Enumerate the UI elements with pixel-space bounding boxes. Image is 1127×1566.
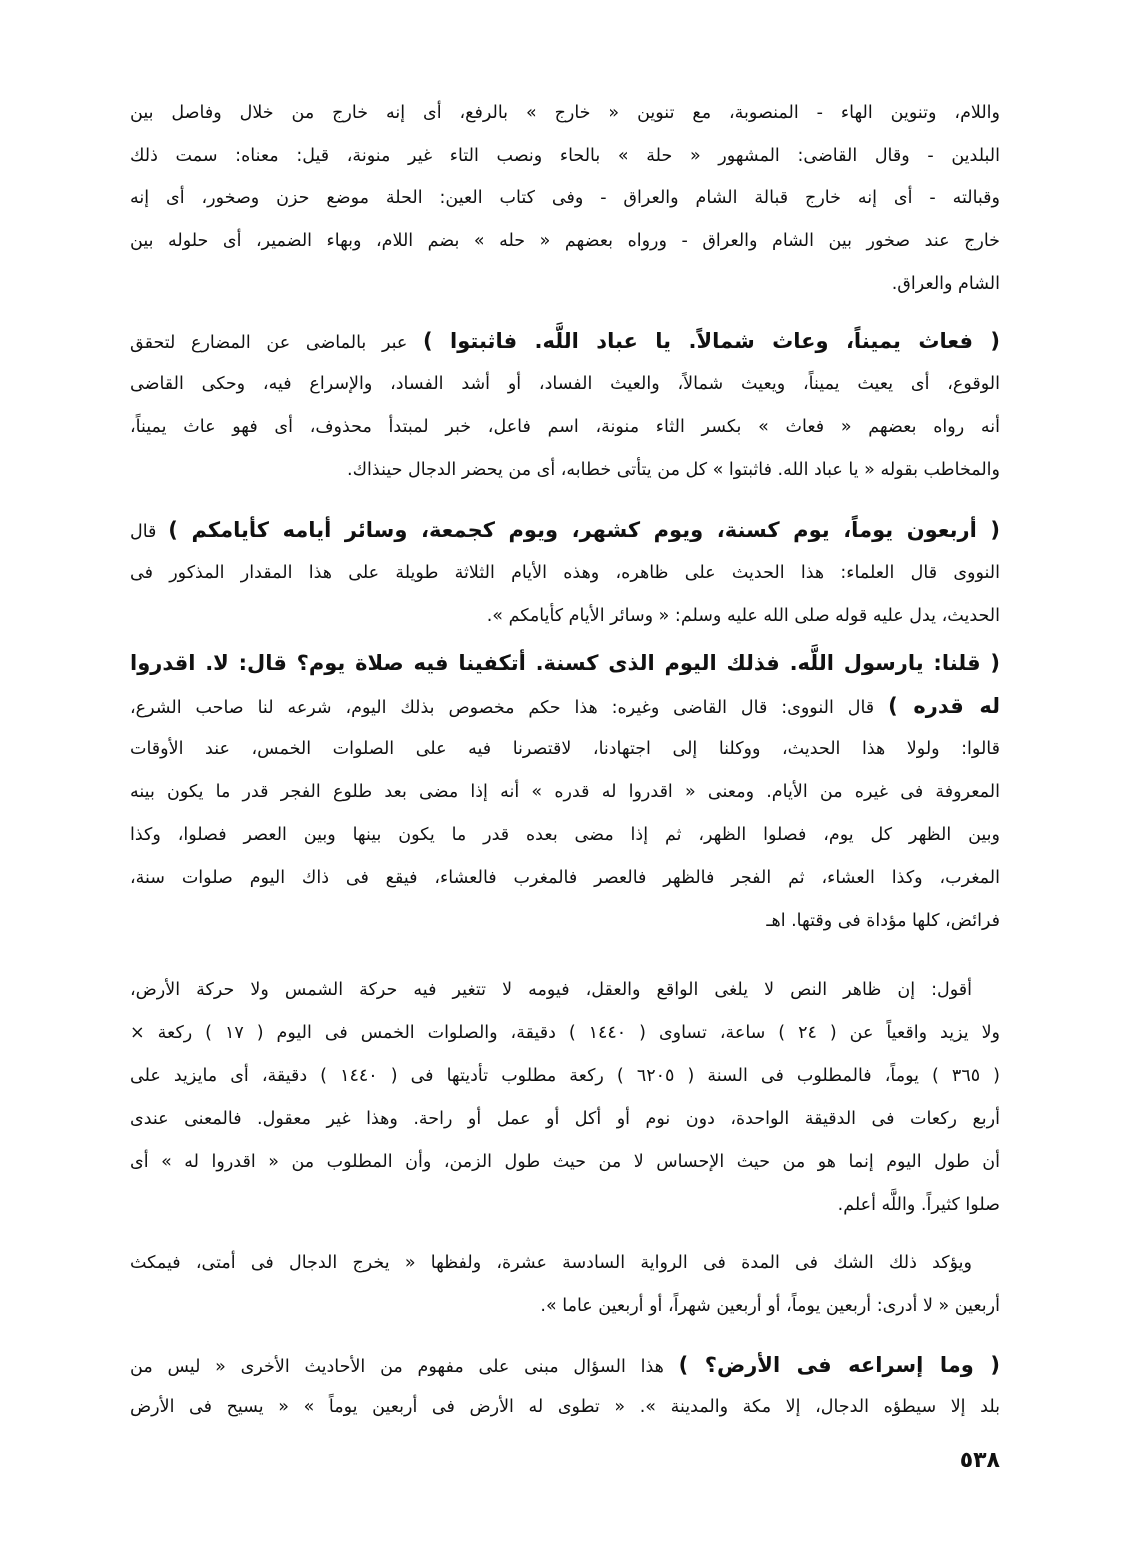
commentary-text: والمخاطب بقوله « يا عباد الله. فاثبتوا » كل من يتأتى خطابه، أى من يحضر الدجال حينذاك.	[347, 460, 1000, 480]
commentary-text: أن طول اليوم إنما هو من حيث الإحساس لا من حيث طول الزمن، وأن المطلوب من « اقدروا له » أى	[130, 1152, 1000, 1172]
page-number: ٥٣٨	[959, 1448, 1000, 1473]
commentary-text: خارج عند صخور بين الشام والعراق - ورواه بعضهم « حله » بضم اللام، وبهاء الضمير، أى حلوله بين	[130, 231, 1000, 251]
text-line	[130, 136, 1000, 176]
commentary-text: الوقوع، أى يعيث يميناً، ويعيث شمالاً، والعيث الفساد، أو أشد الفساد، والإسراع فيه، وحكى القاضى	[130, 374, 1000, 394]
text-line	[130, 1243, 1000, 1283]
commentary-text: المغرب، وكذا العشاء، ثم الفجر فالظهر فالعصر فالمغرب فالعشاء، فيقع فى ذاك اليوم صلوات سنة،	[130, 868, 1000, 888]
commentary-text: أنه رواه بعضهم « فعاث » بكسر الثاء منونة، اسم فاعل، خبر لمبتدأ محذوف، أى فهو عاث يميناً،	[130, 417, 1000, 437]
text-line	[130, 596, 1000, 636]
text-line	[130, 1056, 1000, 1096]
text-line	[130, 772, 1000, 812]
hadith-quote: ( فعاث يميناً، وعاث شمالاً. يا عباد اللَّه. فاثبتوا )	[423, 329, 1000, 353]
commentary-text: وبين الظهر كل يوم، فصلوا الظهر، ثم إذا مضى بعده قدر ما يكون بينها وبين العصر فصلوا، وكذا	[130, 825, 1000, 845]
text-line	[130, 321, 1000, 361]
text-line	[130, 1185, 1000, 1225]
text-line	[130, 901, 1000, 941]
commentary-text: البلدين - وقال القاضى: المشهور « حلة » بالحاء ونصب التاء غير منونة، قيل: معناه: سمت ذلك	[130, 146, 1000, 166]
text-line	[130, 264, 1000, 304]
commentary-text: ( ٣٦٥ ) يوماً، فالمطلوب فى السنة ( ٦٢٠٥ ) ركعة مطلوب تأديتها فى ( ١٤٤٠ ) دقيقة، أى مايزيد على	[130, 1066, 1001, 1086]
text-line	[130, 1099, 1000, 1139]
text-line	[130, 970, 1000, 1010]
text-line	[130, 364, 1000, 404]
hadith-quote: ( قلنا: يارسول اللَّه. فذلك اليوم الذى كسنة. أتكفينا فيه صلاة يوم؟ قال: لا. اقدروا	[130, 651, 1000, 675]
commentary-text: هذا السؤال مبنى على مفهوم من الأحاديث الأخرى « ليس من	[130, 1357, 664, 1377]
text-line	[130, 510, 1000, 550]
commentary-text: فرائض، كلها مؤداة فى وقتها. اهـ	[766, 911, 1000, 931]
commentary-text: قال	[130, 522, 157, 542]
text-line	[130, 1013, 1000, 1053]
commentary-text: قال النووى: قال القاضى وغيره: هذا حكم مخصوص بذلك اليوم، شرعه لنا صاحب الشرع،	[130, 698, 875, 718]
commentary-text: الشام والعراق.	[891, 274, 1000, 294]
text-line	[130, 643, 1000, 683]
text-line	[130, 1286, 1000, 1326]
hadith-quote: ( أربعون يوماً، يوم كسنة، ويوم كشهر، ويوم كجمعة، وسائر أيامه كأيامكم )	[168, 518, 1000, 542]
commentary-text: المعروفة فى غيره من الأيام. ومعنى « اقدروا له قدره » أنه إذا مضى بعد طلوع الفجر قدر ما يكون بينه	[130, 782, 1000, 802]
text-line	[130, 858, 1000, 898]
commentary-text: أقول: إن ظاهر النص لا يلغى الواقع والعقل، فيومه لا تتغير فيه حركة الشمس ولا حركة الأرض،	[130, 980, 972, 1000]
hadith-quote: له قدره )	[888, 694, 1000, 718]
commentary-text: الحديث، يدل عليه قوله صلى الله عليه وسلم: « وسائر الأيام كأيامكم ».	[486, 606, 1000, 626]
hadith-quote: ( وما إسراعه فى الأرض؟ )	[678, 1353, 1000, 1377]
commentary-text: بلد إلا سيطؤه الدجال، إلا مكة والمدينة ». « تطوى له الأرض فى أربعين يوماً » « يسيح فى الأرض	[130, 1397, 1000, 1417]
commentary-text: ويؤكد ذلك الشك فى المدة فى الرواية السادسة عشرة، ولفظها « يخرج الدجال فى أمتى، فيمكث	[130, 1253, 972, 1273]
commentary-text: صلوا كثيراً. واللَّه أعلم.	[837, 1195, 1000, 1215]
text-line	[130, 178, 1000, 218]
commentary-text: واللام، وتنوين الهاء - المنصوبة، مع تنوين « خارج » بالرفع، أى إنه خارج من خلال وفاصل بين	[130, 103, 1000, 123]
text-line	[130, 407, 1000, 447]
commentary-text: النووى قال العلماء: هذا الحديث على ظاهره، وهذه الأيام الثلاثة طويلة على هذا المقدار المذكور فى	[130, 563, 1000, 583]
text-line	[130, 815, 1000, 855]
text-line	[130, 553, 1000, 593]
text-line	[130, 729, 1000, 769]
text-line	[130, 1142, 1000, 1182]
text-line	[130, 1387, 1000, 1427]
commentary-text: ولا يزيد واقعياً عن ( ٢٤ ) ساعة، تساوى ( ١٤٤٠ ) دقيقة، والصلوات الخمس فى اليوم ( ١٧ ) ركعة ×	[130, 1023, 1000, 1043]
text-line	[130, 93, 1000, 133]
text-line	[130, 686, 1000, 726]
text-line	[130, 1345, 1000, 1385]
commentary-text: أربع ركعات فى الدقيقة الواحدة، دون نوم أو أكل أو عمل أو راحة. وهذا غير معقول. فالمعنى عندى	[130, 1109, 1000, 1129]
text-line	[130, 221, 1000, 261]
commentary-text: أربعين « لا أدرى: أربعين يوماً، أو أربعين شهراً، أو أربعين عاما ».	[540, 1296, 1000, 1316]
text-line	[130, 450, 1000, 490]
commentary-text: عبر بالماضى عن المضارع لتحقق	[130, 333, 408, 353]
commentary-text: قالوا: ولولا هذا الحديث، ووكلنا إلى اجتهادنا، لاقتصرنا فيه على الصلوات الخمس، عند الأوقات	[130, 739, 1000, 759]
commentary-text: وقبالته - أى إنه خارج قبالة الشام والعراق - وفى كتاب العين: الحلة موضع حزن وصخور، أى إنه	[130, 188, 1000, 208]
